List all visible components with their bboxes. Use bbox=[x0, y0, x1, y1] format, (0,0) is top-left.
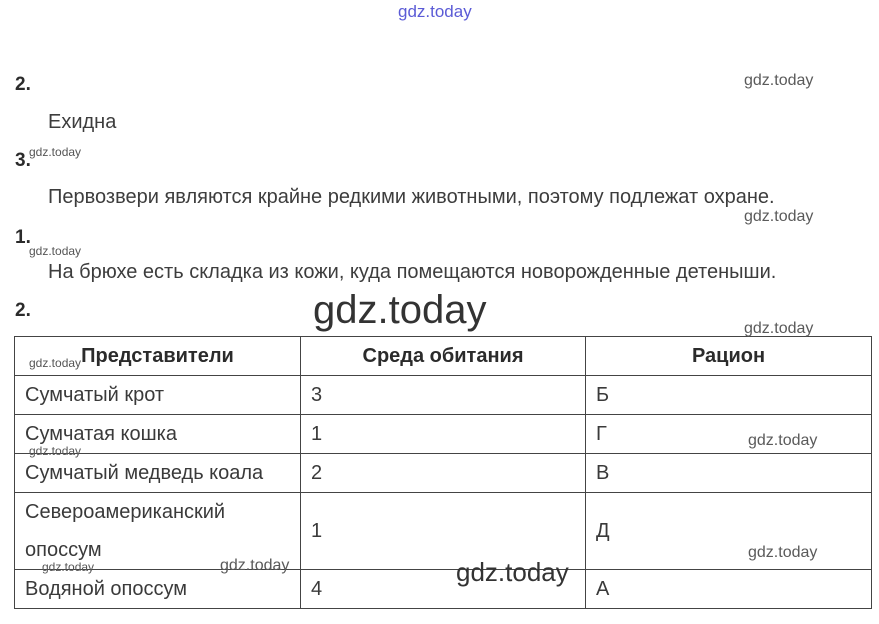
answer-text: Ехидна bbox=[48, 111, 117, 133]
watermark: gdz.today bbox=[29, 244, 82, 258]
cell-name: Сумчатый крот bbox=[15, 376, 301, 415]
table-header-row bbox=[15, 337, 872, 376]
watermark: gdz.today bbox=[42, 560, 95, 574]
watermark: gdz.today bbox=[744, 320, 814, 337]
watermark-medium: gdz.today bbox=[456, 557, 569, 587]
cell-diet: В bbox=[586, 454, 872, 493]
watermark: gdz.today bbox=[29, 444, 82, 458]
cell-name: Водяной опоссум bbox=[15, 570, 301, 609]
table-row bbox=[15, 376, 872, 415]
cell-habitat: 1 bbox=[301, 415, 586, 454]
cell-name: Сумчатый медведь коала bbox=[15, 454, 301, 493]
watermark-large: gdz.today bbox=[313, 288, 487, 332]
table-row bbox=[15, 570, 872, 609]
item-number: 2. bbox=[15, 74, 31, 95]
cell-name: Сумчатая кошка bbox=[15, 415, 301, 454]
item-number: 1. bbox=[15, 227, 31, 248]
cell-habitat: 2 bbox=[301, 454, 586, 493]
cell-habitat: 1 bbox=[301, 493, 586, 570]
cell-diet: Д bbox=[586, 493, 872, 570]
cell-diet: Б bbox=[586, 376, 872, 415]
watermark: gdz.today bbox=[748, 432, 818, 449]
column-header: Среда обитания bbox=[301, 337, 586, 376]
watermark: gdz.today bbox=[744, 72, 814, 89]
watermark: gdz.today bbox=[29, 356, 82, 370]
answer-text: Первозвери являются крайне редкими животными, поэтому подлежат охране. bbox=[48, 186, 775, 208]
item-number: 2. bbox=[15, 300, 31, 321]
table-row bbox=[15, 493, 872, 570]
answer-table bbox=[14, 336, 872, 609]
cell-habitat: 3 bbox=[301, 376, 586, 415]
answer-text: На брюхе есть складка из кожи, куда помещаются новорожденные детеныши. bbox=[48, 261, 777, 283]
cell-name-line: опоссум bbox=[25, 539, 102, 561]
cell-diet: Г bbox=[586, 415, 872, 454]
cell-name-line: Североамериканский bbox=[25, 501, 226, 523]
cell-habitat: 4 bbox=[301, 570, 586, 609]
cell-diet: А bbox=[586, 570, 872, 609]
watermark: gdz.today bbox=[220, 557, 290, 574]
watermark: gdz.today bbox=[748, 544, 818, 561]
item-number: 3. bbox=[15, 150, 31, 171]
table-row bbox=[15, 454, 872, 493]
watermark: gdz.today bbox=[29, 145, 82, 159]
column-header: Рацион bbox=[586, 337, 872, 376]
watermark: gdz.today bbox=[744, 208, 814, 225]
column-header: Представители bbox=[15, 337, 301, 376]
table-row bbox=[15, 415, 872, 454]
watermark-top: gdz.today bbox=[398, 2, 472, 21]
